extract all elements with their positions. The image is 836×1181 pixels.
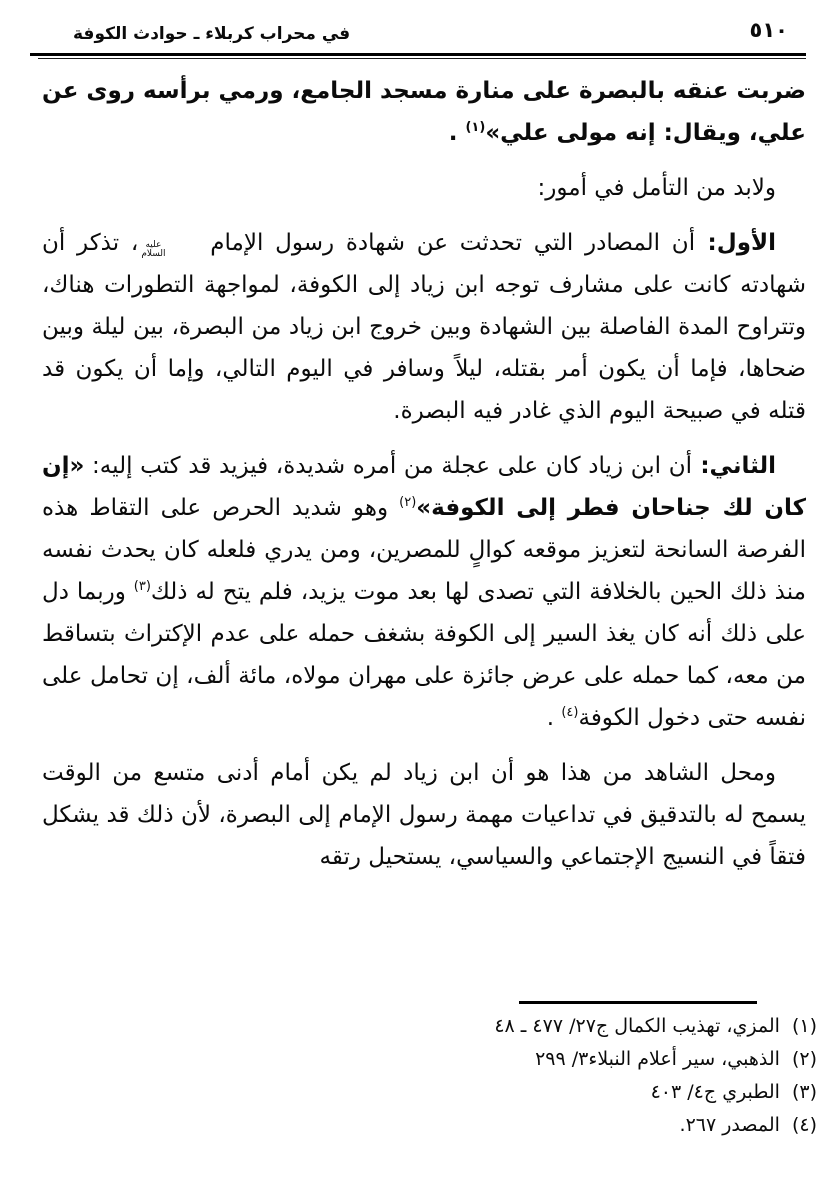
footnote-ref-2: (٢)	[399, 495, 417, 510]
footnote-text: الطبري ج٤/ ٤٠٣	[650, 1081, 780, 1103]
footnote-text: الذهبي، سير أعلام النبلاء٣/ ٢٩٩	[535, 1048, 780, 1070]
paragraph-conclusion	[42, 752, 806, 878]
paragraph-second-point	[42, 445, 806, 739]
second-point-lead: الثاني:	[691, 453, 777, 479]
footnote-marker: (١)	[791, 1015, 817, 1037]
footnote-item	[37, 1010, 817, 1043]
footnote-item	[37, 1043, 817, 1076]
footnote-item	[37, 1076, 817, 1109]
honorific-alayhis-salam	[141, 241, 195, 259]
paragraph-continuation-period: .	[448, 120, 466, 146]
footnote-ref-3: (٣)	[133, 579, 151, 594]
paragraph-continuation	[42, 70, 806, 154]
footnote-ref-4: (٤)	[561, 705, 579, 720]
footnote-separator	[519, 1001, 757, 1004]
second-point-text-a: أن ابن زياد كان على عجلة من أمره شديدة، فيزيد قد كتب إليه:	[84, 453, 692, 479]
paragraph-intro-text: ولابد من التأمل في أمور:	[537, 175, 776, 201]
footnote-item	[37, 1109, 817, 1142]
header-rule	[30, 53, 806, 59]
first-point-text-a: أن المصادر التي تحدثت عن شهادة رسول الإمام	[198, 230, 696, 256]
footnote-text: المزي، تهذيب الكمال ج٢٧/ ٤٧٧ ـ ٤٨	[494, 1015, 780, 1037]
first-point-lead: الأول:	[695, 230, 776, 256]
honorific-top: عليه	[145, 240, 162, 250]
footnote-marker: (٤)	[791, 1114, 817, 1136]
honorific-bottom: السلام	[141, 249, 166, 259]
paragraph-conclusion-text: ومحل الشاهد من هذا هو أن ابن زياد لم يكن أمام أدنى متسع من الوقت يسمح له بالتدقيق في تداعيات مهمة رسول الإمام إلى البصرة، لأن ذلك قد يشكل فتقاً في النسيج الإجتماعي والسياسي، يستحيل رتقه	[42, 760, 806, 870]
footnote-marker: (٣)	[791, 1081, 817, 1103]
footnote-marker: (٢)	[791, 1048, 817, 1070]
second-point-text-b: وهو شديد الحرص على التقاط هذه الفرصة السانحة لتعزيز موقعه كوالٍ للمصرين، ومن يدري فلعله كان يحدث نفسه منذ ذلك الحين بالخلافة التي تصدى لها بعد موت يزيد، فلم يتح له ذلك	[42, 495, 807, 605]
footnotes	[37, 1010, 817, 1142]
paragraph-continuation-text: ضربت عنقه بالبصرة على منارة مسجد الجامع، ورمي برأسه روى عن علي، ويقال: إنه مولى علي»	[42, 78, 806, 146]
footnote-ref-1: (١)	[465, 120, 486, 135]
paragraph-intro	[42, 167, 806, 209]
footnote-text: المصدر ٢٦٧.	[679, 1114, 780, 1136]
second-point-text-c: وربما دل على ذلك أنه كان يغذ السير إلى الكوفة بشغف حمله على عدم الإكتراث بتساقط من معه، كما حمله على عرض جائزة على مهران مولاه، مائة ألف، إن تحامل على نفسه حتى دخول الكوفة	[42, 579, 806, 731]
paragraph-first-point	[42, 222, 806, 432]
page-number: ٥١٠	[749, 18, 788, 42]
body-text	[42, 70, 806, 891]
first-point-text-b: ، تذكر أن شهادته كانت على مشارف توجه ابن زياد إلى الكوفة، لمواجهة التطورات هناك، وتتراوح المدة الفاصلة بين الشهادة وبين خروج ابن زياد من البصرة، بين ليلة وبين ضحاها، فإما أن يكون أمر بقتله، ليلاً وسافر في اليوم التالي، وإما أن يكون قد قتله في صبيحة اليوم الذي غادر فيه البصرة.	[42, 230, 806, 424]
second-point-quote: «إن كان لك جناحان فطر إلى الكوفة»	[42, 453, 806, 521]
second-point-period: .	[546, 705, 562, 731]
running-head-title: في محراب كربلاء ـ حوادث الكوفة	[73, 24, 351, 44]
